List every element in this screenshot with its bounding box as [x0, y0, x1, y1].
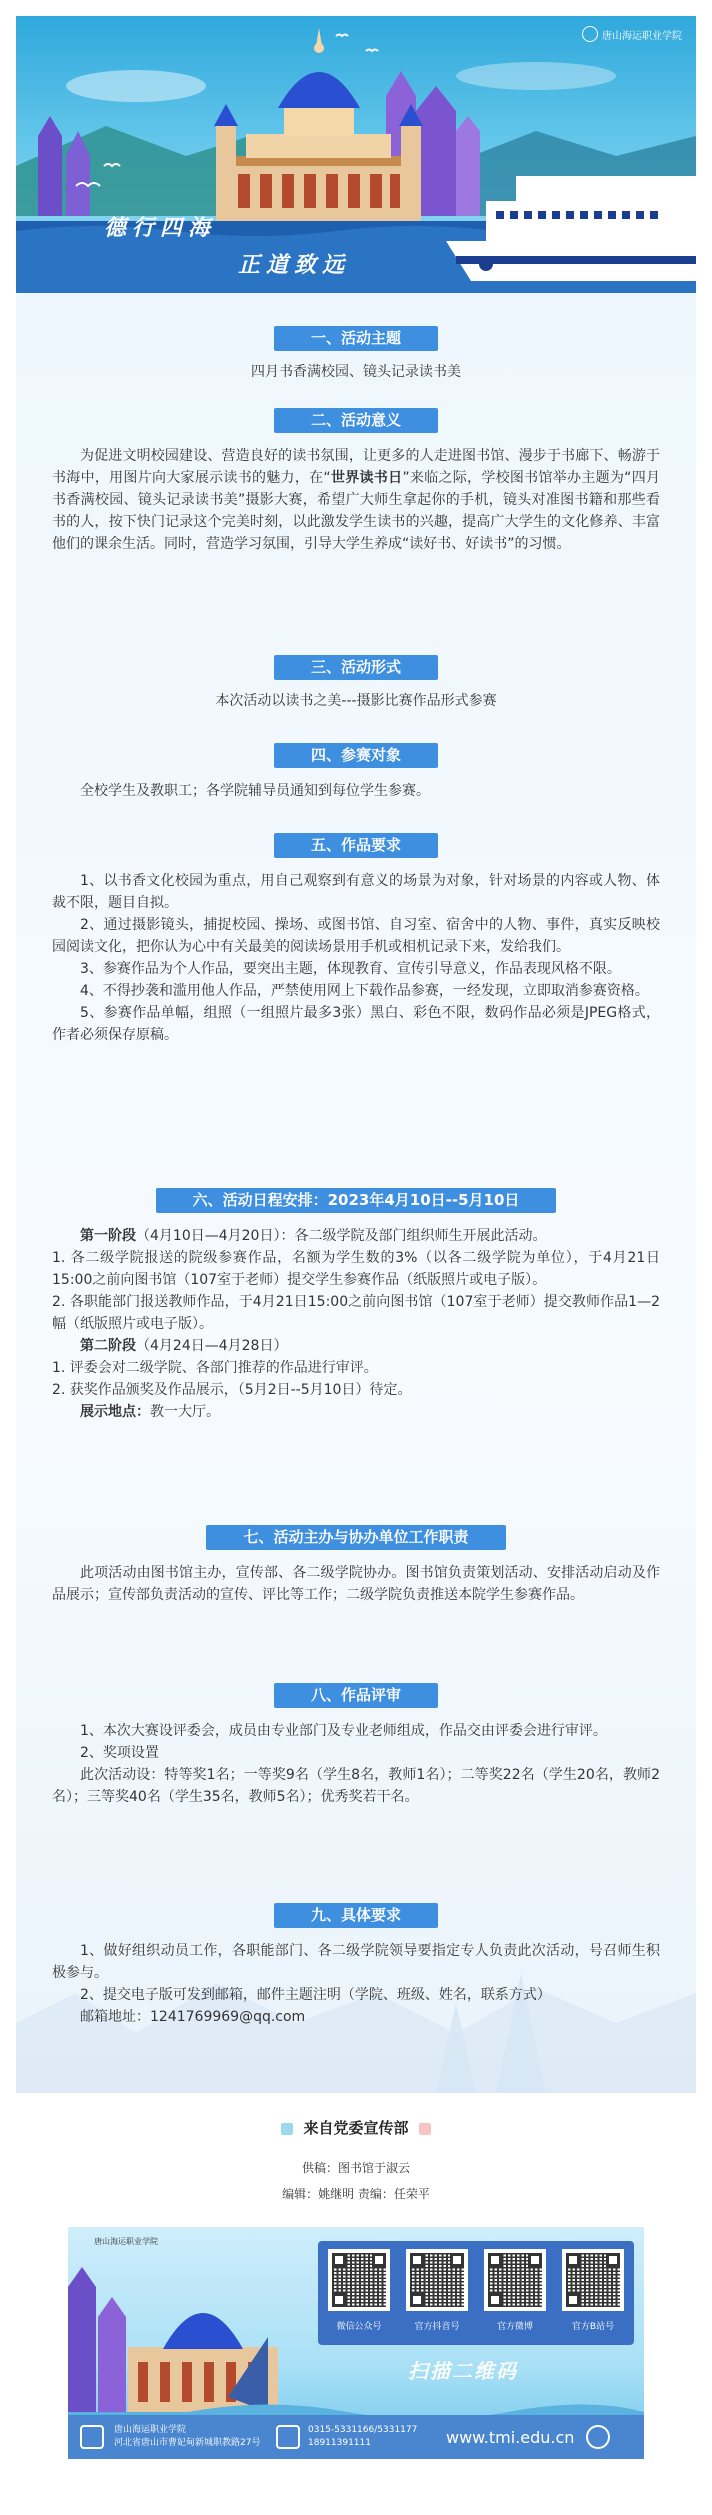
qr-label: 官方抖音号 — [414, 2322, 460, 2332]
address: 河北省唐山市曹妃甸新城职教路27号 — [114, 2438, 261, 2448]
text-part: ”来临之际，学校图书馆举办主题为“四月书香满校园、镜头记录读书美”摄影大赛，希望广大师生拿起你的手机，镜头对准图书籍和那些看书的人，按下快门记录这个完美时刻，以此激发学生读书的兴趣，提高广大学生的文化修养、丰富他们的课余生活。同时，营造学习氛围，引导大学生养成“读好书、好读书”的习惯。 — [52, 470, 660, 552]
stage-two — [52, 1335, 660, 1357]
section-title: 四、参赛对象 — [274, 743, 438, 768]
globe-icon — [586, 2425, 610, 2449]
list-item: 2. 各职能部门报送教师作品，于4月21日15:00之前向图书馆（107室于老师）提交教师作品1—2幅（纸版照片或电子版）。 — [52, 1294, 660, 1332]
section-format — [52, 655, 660, 712]
section-text: 本次活动以读书之美---摄影比赛作品形式参赛 — [215, 693, 497, 709]
stage-one — [52, 1225, 660, 1247]
source-text: 来自党委宣传部 — [303, 2119, 409, 2137]
section-title: 二、活动意义 — [274, 408, 438, 433]
list-item: 1、以书香文化校园为重点，用自己观察到有意义的场景为对象，针对场景的内容或人物、体裁不限，题目自拟。 — [52, 873, 660, 911]
list-item: 2、通过摄影镜头，捕捉校园、操场、或图书馆、自习室、宿舍中的人物、事件，真实反映校园阅读文化，把你认为心中有关最美的阅读场景用手机或相机记录下来，发给我们。 — [52, 917, 660, 955]
qr-code-icon[interactable] — [484, 2249, 546, 2311]
contact-card — [68, 2227, 644, 2459]
phone-block — [308, 2424, 438, 2450]
decor-square-icon — [281, 2123, 293, 2135]
article-body — [16, 293, 696, 2093]
list-item: 1、本次大赛设评委会，成员由专业部门及专业老师组成，作品交由评委会进行审评。 — [80, 1723, 607, 1739]
section-title: 九、具体要求 — [274, 1903, 438, 1928]
section-title: 一、活动主题 — [274, 326, 438, 351]
section-text — [52, 445, 660, 555]
venue — [52, 1401, 660, 1423]
stage-label: 第二阶段 — [80, 1338, 136, 1354]
banner-illustration — [16, 16, 696, 293]
phone-secondary: 18911391111 — [308, 2438, 371, 2448]
section-duties — [52, 1525, 660, 1606]
venue-label: 展示地点： — [80, 1404, 150, 1420]
section-title: 五、作品要求 — [274, 833, 438, 858]
section-title: 六、活动日程安排：2023年4月10日--5月10日 — [156, 1188, 556, 1213]
contact-bar — [68, 2415, 644, 2459]
text-part: 为促进文明校园建设、营造良好的读书氛围，让更多的人走进图书馆、漫步于书廊下、畅游于书海中，用图片向大家展示读书的魅力，在“ — [52, 448, 660, 486]
section-title: 三、活动形式 — [274, 655, 438, 680]
section-significance — [52, 408, 660, 555]
section-requirements — [52, 833, 660, 1046]
stage-text: （4月24日—4月28日） — [136, 1338, 288, 1354]
qr-code-icon[interactable] — [562, 2249, 624, 2311]
school-brand — [582, 26, 682, 42]
highlight-text: 世界读书日 — [330, 470, 403, 486]
phone-icon — [276, 2425, 300, 2449]
section-text: 四月书香满校园、镜头记录读书美 — [251, 364, 461, 380]
list-item: 5、参赛作品单幅，组照（一组照片最多3张）黑白、彩色不限，数码作品必须是JPEG格式，作者必须保存原稿。 — [52, 1005, 660, 1043]
section-title: 八、作品评审 — [274, 1683, 438, 1708]
section-participants — [52, 743, 660, 802]
qr-label: 官方微博 — [496, 2322, 533, 2332]
list-item: 2、奖项设置 — [80, 1745, 159, 1761]
list-item: 4、不得抄袭和滥用他人作品，严禁使用网上下载作品参赛，一经发现，立即取消参赛资格。 — [80, 983, 649, 999]
source-line — [0, 2117, 712, 2138]
school-logo-icon — [80, 2425, 104, 2449]
section-judging — [52, 1683, 660, 1808]
list-item: 1、做好组织动员工作，各职能部门、各二级学院领导要指定专人负责此次活动，号召师生积极参与。 — [52, 1943, 660, 1981]
qr-code-icon[interactable] — [406, 2249, 468, 2311]
qr-panel — [318, 2241, 634, 2345]
section-theme — [52, 326, 660, 383]
header-banner — [16, 16, 696, 293]
list-item: 此次活动设：特等奖1名；一等奖9名（学生8名，教师1名）；二等奖22名（学生20名，教师2名）；三等奖40名（学生35名，教师5名）；优秀奖若干名。 — [52, 1767, 660, 1805]
venue-text: 教一大厅。 — [150, 1404, 220, 1420]
list-item: 1. 评委会对二级学院、各部门推荐的作品进行审评。 — [52, 1360, 378, 1376]
qr-code-icon[interactable] — [328, 2249, 390, 2311]
card-school-label: 唐山海运职业学院 — [94, 2237, 158, 2246]
list-item: 3、参赛作品为个人作品，要突出主题，体现教育、宣传引导意义，作品表现风格不限。 — [80, 961, 621, 977]
list-item: 2、提交电子版可发到邮箱，邮件主题注明（学院、班级、姓名，联系方式） — [80, 1987, 551, 2003]
address-block — [114, 2424, 264, 2450]
list-item: 1. 各二级学院报送的院级参赛作品，名额为学生数的3%（以各二级学院为单位），于4月21日15:00之前向图书馆（107室于老师）提交学生参赛作品（纸版照片或电子版）。 — [52, 1250, 660, 1288]
editor-line: 编辑：姚继明 责编：任荣平 — [282, 2187, 430, 2201]
section-specifics — [52, 1903, 660, 2028]
email-line: 邮箱地址：1241769969@qq.com — [80, 2009, 306, 2025]
slogan-left: 德行四海 — [104, 215, 217, 241]
stage-label: 第一阶段 — [80, 1228, 136, 1244]
qr-label: 微信公众号 — [336, 2322, 382, 2332]
section-title: 七、活动主办与协办单位工作职责 — [206, 1525, 506, 1550]
section-schedule — [52, 1188, 660, 1423]
school-name: 唐山海运职业学院 — [114, 2425, 187, 2435]
scan-prompt: 扫描二维码 — [408, 2359, 518, 2383]
phone-primary: 0315-5331166/5331177 — [308, 2425, 418, 2435]
school-logo-icon — [582, 26, 598, 42]
brand-name: 唐山海运职业学院 — [602, 30, 682, 42]
supply-line: 供稿：图书馆于淑云 — [301, 2161, 410, 2175]
list-item: 2. 获奖作品颁奖及作品展示，（5月2日--5月10日）待定。 — [52, 1382, 412, 1398]
stage-text: （4月10日—4月20日）：各二级学院及部门组织师生开展此活动。 — [136, 1228, 547, 1244]
qr-label: 官方B站号 — [571, 2322, 615, 2332]
section-text: 此项活动由图书馆主办，宣传部、各二级学院协办。图书馆负责策划活动、安排活动启动及作品展示；宣传部负责活动的宣传、评比等工作；二级学院负责推送本院学生参赛作品。 — [52, 1565, 660, 1603]
section-text: 全校学生及教职工；各学院辅导员通知到每位学生参赛。 — [80, 783, 430, 799]
website-link[interactable]: www.tmi.edu.cn — [446, 2427, 575, 2447]
slogan-right: 正道致远 — [238, 252, 351, 278]
decor-square-icon — [419, 2123, 431, 2135]
